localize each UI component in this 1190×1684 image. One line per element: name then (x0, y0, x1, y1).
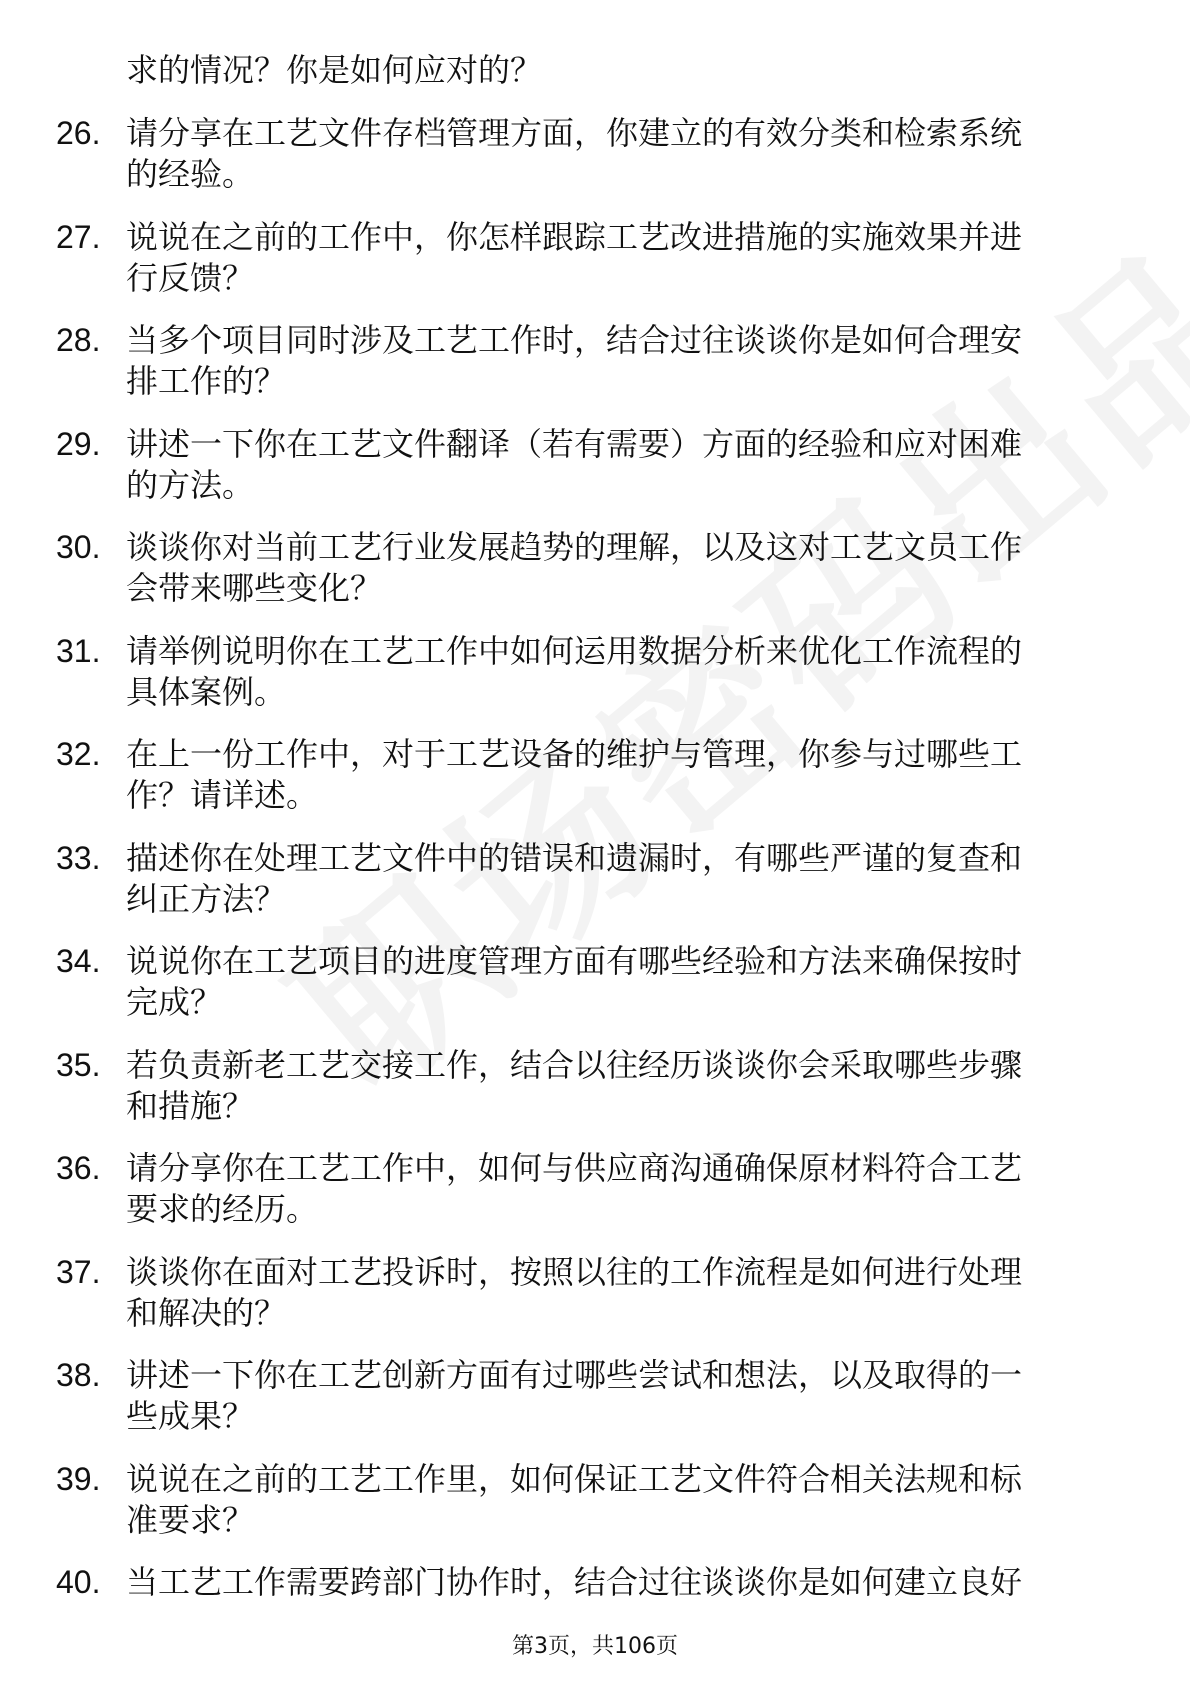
question-text-line: 若负责新老工艺交接工作，结合以往经历谈谈你会采取哪些步骤 (126, 1045, 1023, 1084)
question-number: 31. (56, 632, 101, 669)
question-item (0, 424, 1190, 528)
question-text-line: 谈谈你在面对工艺投诉时，按照以往的工作流程是如何进行处理 (126, 1252, 1023, 1291)
question-number: 40. (56, 1564, 101, 1600)
question-text-line: 请分享在工艺文件存档管理方面，你建立的有效分类和检索系统 (126, 114, 1023, 152)
question-text-line: 讲述一下你在工艺文件翻译（若有需要）方面的经验和应对困难 (126, 424, 1023, 463)
question-text-line: 要求的经历。 (126, 1190, 319, 1228)
question-number: 38. (56, 1357, 101, 1393)
question-item (0, 941, 1190, 1045)
question-text-line: 在上一份工作中，对于工艺设备的维护与管理，你参与过哪些工 (126, 735, 1023, 773)
question-text-line: 讲述一下你在工艺创新方面有过哪些尝试和想法，以及取得的一 (126, 1356, 1023, 1394)
question-item (0, 320, 1190, 424)
question-item (0, 1355, 1190, 1459)
question-item (0, 1045, 1190, 1149)
continued-question-text: 求的情况？你是如何应对的？ (126, 51, 543, 89)
question-item (0, 217, 1190, 321)
question-text-line: 和解决的？ (126, 1293, 287, 1332)
question-number: 33. (56, 839, 101, 876)
question-number: 32. (56, 736, 101, 772)
question-number: 39. (56, 1460, 101, 1497)
question-number: 28. (56, 322, 101, 358)
question-text-line: 请分享你在工艺工作中，如何与供应商沟通确保原材料符合工艺 (126, 1149, 1023, 1187)
question-text-line: 和措施？ (126, 1086, 255, 1125)
question-number: 30. (56, 529, 101, 565)
question-number: 27. (56, 218, 101, 255)
question-item (0, 1252, 1190, 1356)
question-item (0, 631, 1190, 735)
question-text-line: 准要求？ (126, 1500, 255, 1539)
question-item (0, 734, 1190, 838)
question-text-line: 纠正方法？ (126, 879, 287, 918)
page-footer: 第3页，共106页 (512, 1634, 678, 1659)
question-item (0, 527, 1190, 631)
question-text-line: 说说你在工艺项目的进度管理方面有哪些经验和方法来确保按时 (126, 942, 1023, 980)
question-item (0, 1459, 1190, 1563)
question-list (0, 113, 1190, 1666)
question-item (0, 838, 1190, 942)
question-text-line: 请举例说明你在工艺工作中如何运用数据分析来优化工作流程的 (126, 631, 1023, 670)
question-text-line: 的方法。 (126, 465, 255, 504)
question-number: 36. (56, 1150, 101, 1186)
question-text-line: 些成果？ (126, 1397, 255, 1435)
question-number: 37. (56, 1253, 101, 1290)
question-text-line: 当工艺工作需要跨部门协作时，结合过往谈谈你是如何建立良好 (126, 1563, 1023, 1601)
question-item (0, 113, 1190, 217)
question-text-line: 描述你在处理工艺文件中的错误和遗漏时，有哪些严谨的复查和 (126, 838, 1023, 877)
question-number: 34. (56, 943, 101, 979)
question-text-line: 说说在之前的工作中，你怎样跟踪工艺改进措施的实施效果并进 (126, 217, 1023, 256)
question-text-line: 谈谈你对当前工艺行业发展趋势的理解，以及这对工艺文员工作 (126, 528, 1023, 566)
question-number: 26. (56, 115, 101, 151)
question-item (0, 1148, 1190, 1252)
question-text-line: 具体案例。 (126, 672, 287, 711)
question-number: 35. (56, 1046, 101, 1083)
question-text-line: 当多个项目同时涉及工艺工作时，结合过往谈谈你是如何合理安 (126, 321, 1023, 359)
question-text-line: 完成？ (126, 983, 223, 1021)
question-text-line: 行反馈？ (126, 258, 255, 297)
question-text-line: 的经验。 (126, 155, 255, 193)
question-text-line: 会带来哪些变化？ (126, 569, 383, 607)
question-text-line: 作？请详述。 (126, 776, 319, 814)
question-text-line: 说说在之前的工艺工作里，如何保证工艺文件符合相关法规和标 (126, 1459, 1023, 1498)
question-text-line: 排工作的？ (126, 362, 287, 400)
question-number: 29. (56, 425, 101, 462)
